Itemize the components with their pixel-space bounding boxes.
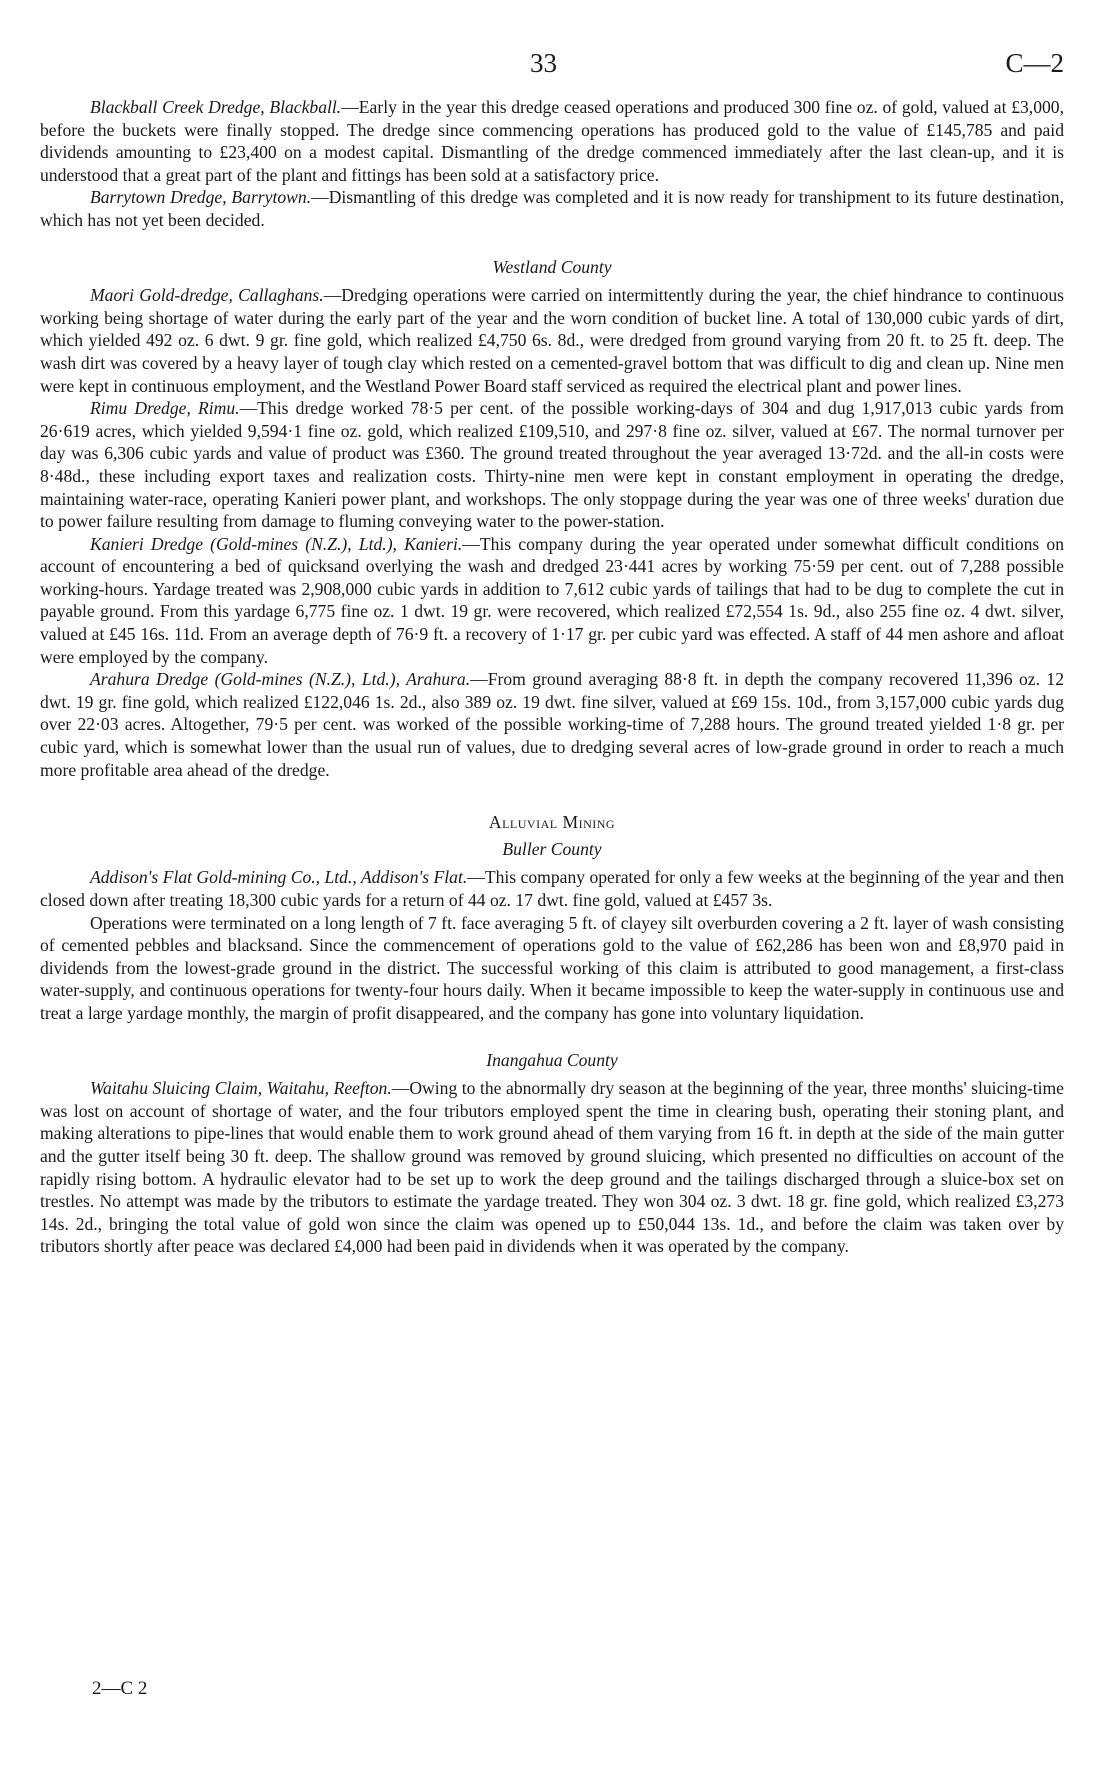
footer-signature: 2—C 2: [92, 1678, 148, 1699]
paragraph-lead: Rimu Dredge, Rimu.: [90, 398, 240, 419]
paragraph-text: —This company during the year operated under somewhat difficult conditions on account of encountering a bed of quicksand overlying the wash and dredged 23·441 acres by working 75·59 per cent. out of 7,288 possible working-hours. Yardage treated was 2,908,000 cubic yards in addition to 7,612 cubic yards of tailings that had to be dug to complete the cut in payable ground. From this yardage 6,775 fine oz. 1 dwt. 19 gr. were recovered, which realized £72,554 1s. 9d., also 255 fine oz. 4 dwt. silver, valued at £45 16s. 11d. From an average depth of 76·9 ft. a recovery of 1·17 gr. per cubic yard was effected. A staff of 44 men ashore and afloat were employed by the company.: [40, 533, 1064, 667]
paragraph-lead: Blackball Creek Dredge, Blackball.: [90, 97, 342, 117]
paragraph-text: —Dismantling of this dredge was completed and it is now ready for transhipment to its future destination, which has not yet been decided.: [40, 187, 1065, 230]
heading-westland-county: Westland County: [492, 256, 612, 277]
series-code: C—2: [1005, 48, 1064, 78]
paragraph-waitahu: [40, 1077, 1064, 1258]
paragraph-arahura: [40, 668, 1064, 781]
paragraph-barrytown: [40, 186, 1064, 231]
page-number: 33: [530, 48, 557, 78]
paragraph-text: —Early in the year this dredge ceased operations and produced 300 fine oz. of gold, valued at £3,000, before the buckets were finally stopped. The dredge since commencing operations has produced gold to the value of £145,785 and paid dividends amounting to £23,400 on a modest capital. Dismantling of the dredge commenced immediately after the last clean-up, and it is understood that a great part of the plant and fittings has been sold at a satisfactory price.: [40, 97, 1064, 185]
paragraph-maori: [40, 284, 1064, 397]
paragraph-text: —From ground averaging 88·8 ft. in depth the company recovered 11,396 oz. 12 dwt. 19 gr. fine gold, which realized £122,046 1s. 2d., also 389 oz. 19 dwt. fine silver, valued at £69 15s. 10d., from 3,157,000 cubic yards dug over 22·03 acres. Altogether, 79·5 per cent. was worked of the possible working-time of 7,288 hours. The ground treated yielded 1·8 gr. per cubic yard, which is somewhat lower than the usual run of values, due to dredging several acres of low-grade ground in order to reach a much more profitable area ahead of the dredge.: [40, 669, 1065, 780]
report-body: [40, 96, 1064, 1258]
paragraph-lead: Waitahu Sluicing Claim, Waitahu, Reefton.: [90, 1078, 392, 1099]
heading-alluvial-mining: Alluvial Mining: [488, 812, 616, 833]
paragraph-lead: Arahura Dredge (Gold-mines (N.Z.), Ltd.), Arahura.: [90, 669, 471, 690]
heading-inangahua-county: Inangahua County: [486, 1049, 618, 1070]
document-page: [40, 48, 1064, 1258]
paragraph-lead: Barrytown Dredge, Barrytown.: [90, 187, 312, 208]
paragraph-lead: Kanieri Dredge (Gold-mines (N.Z.), Ltd.), Kanieri.: [90, 533, 463, 554]
paragraph-lead: Maori Gold-dredge, Callaghans.: [90, 285, 324, 306]
heading-buller-county: Buller County: [502, 838, 602, 859]
paragraph-operations: Operations were terminated on a long length of 7 ft. face averaging 5 ft. of clayey silt overburden covering a 2 ft. layer of wash consisting of cemented pebbles and blacksand. Since the commencement of operations gold to the value of £62,286 has been won and £8,970 paid in dividends from the lowest-grade ground in the district. The successful working of this claim is attributed to good management, a first-class water-supply, and continuous operations for twenty-four hours daily. When it became impossible to keep the water-supply in continuous use and treat a large yardage monthly, the margin of profit disappeared, and the company has gone into voluntary liquidation.: [40, 912, 1064, 1023]
paragraph-text: —This dredge worked 78·5 per cent. of the possible working-days of 304 and dug 1,917,013 cubic yards from 26·619 acres, which yielded 9,594·1 fine oz. gold, which realized £109,510, and 297·8 fine oz. silver, valued at £67. The normal turnover per day was 6,306 cubic yards and value of product was £360. The ground treated throughout the year averaged 13·72d. and the all-in costs were 8·48d., these including export taxes and realization costs. Thirty-nine men were kept in constant employment in operating the dredge, maintaining water-race, operating Kanieri power plant, and workshops. The only stoppage during the year was one of three weeks' duration due to power failure resulting from damage to fluming conveying water to the power-station.: [40, 398, 1064, 532]
page-header: [40, 48, 1064, 96]
paragraph-text: —This company operated for only a few weeks at the beginning of the year and then closed down after treating 18,300 cubic yards for a return of 44 oz. 17 dwt. fine gold, valued at £457 3s.: [40, 867, 1064, 910]
paragraph-blackball: [40, 96, 1064, 186]
paragraph-rimu: [40, 397, 1064, 533]
paragraph-text: —Owing to the abnormally dry season at the beginning of the year, three months' sluicing-time was lost on account of shortage of water, and the four tributors employed spent the time in clearing bush, operating their stoning plant, and making alterations to pipe-lines that would enable them to work ground ahead of them varying from 16 ft. in depth at the side of the main gutter and the gutter itself being 30 ft. deep. The shallow ground was removed by ground sluicing, which presented no difficulties on account of the rapidly rising bottom. A hydraulic elevator had to be set up to work the deep ground and the tailings discharged through a sluice-box set on trestles. No attempt was made by the tributors to estimate the yardage treated. They won 304 oz. 3 dwt. 18 gr. fine gold, which realized £3,273 14s. 2d., bringing the total value of gold won since the claim was opened up to £50,044 13s. 1d., and before the claim was taken over by tributors shortly after peace was declared £4,000 had been paid in dividends when it was operated by the company.: [40, 1078, 1064, 1257]
paragraph-text: —Dredging operations were carried on intermittently during the year, the chief hindrance to continuous working being shortage of water during the early part of the year and the worn condition of bucket line. A total of 130,000 cubic yards of dirt, which yielded 492 oz. 6 dwt. 9 gr. fine gold, which realized £4,750 6s. 8d., were dredged from ground varying from 20 ft. to 25 ft. deep. The wash dirt was covered by a heavy layer of tough clay which rested on a cemented-gravel bottom that was difficult to dig and clean up. Nine men were kept in continuous employment, and the Westland Power Board staff serviced as required the electrical plant and power lines.: [40, 285, 1065, 396]
paragraph-addisons: [40, 866, 1064, 911]
paragraph-kanieri: [40, 533, 1064, 669]
paragraph-lead: Addison's Flat Gold-mining Co., Ltd., Addison's Flat.: [90, 867, 468, 888]
